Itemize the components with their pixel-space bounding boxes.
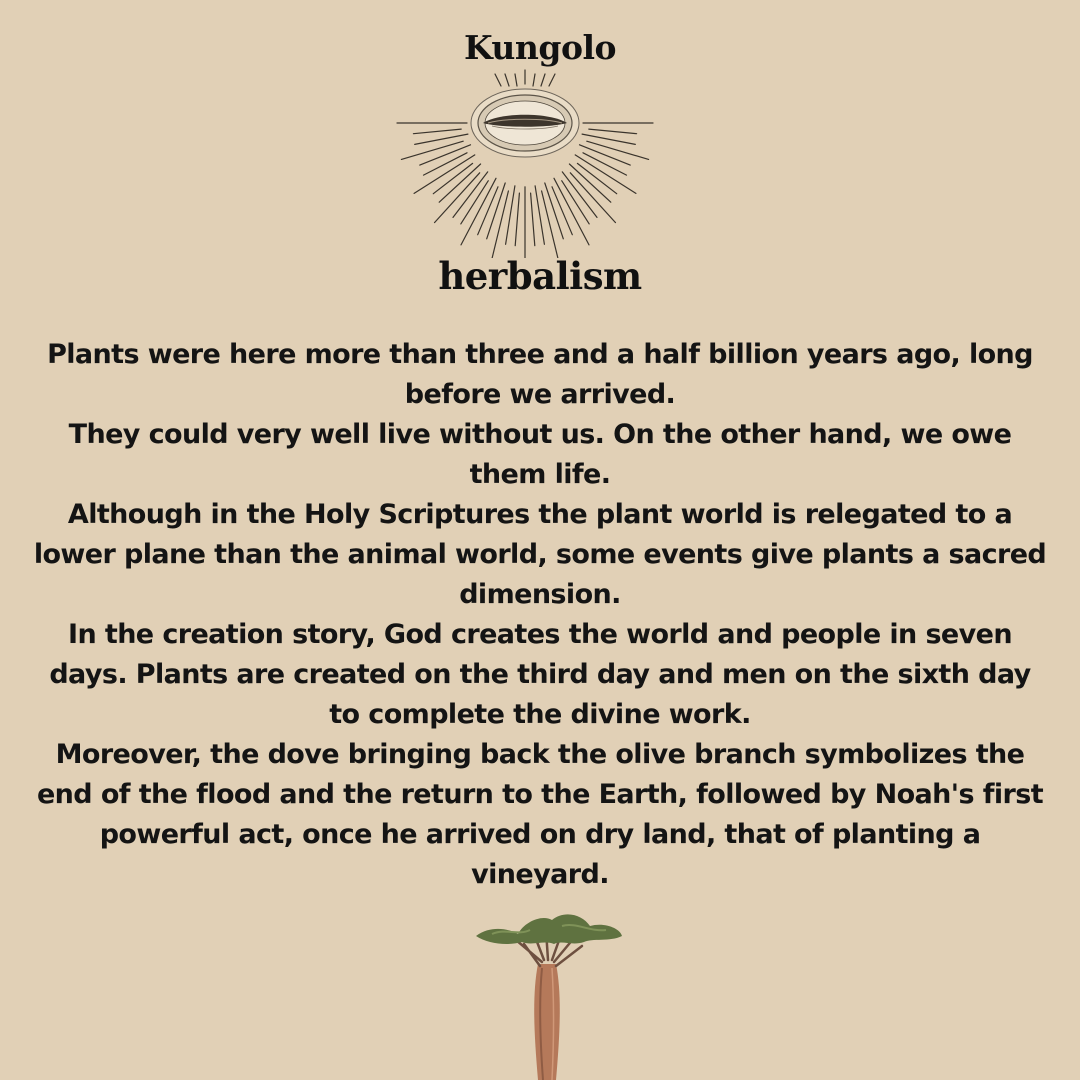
paragraph: Moreover, the dove bringing back the olive branch symbolizes the end of the flood and the return to the Earth, followed by Noah's first powerful act, once he arrived on dry land, that of planting a vineyard. <box>36 739 1044 890</box>
sunburst-seed-icon <box>380 68 670 258</box>
brand-title-top: Kungolo <box>463 28 617 67</box>
paragraph: In the creation story, God creates the world and people in seven days. Plants are created on the third day and men on the sixth day to complete the divine work. <box>49 619 1031 730</box>
brand-title-bottom: herbalism <box>438 254 642 298</box>
paragraph: Plants were here more than three and a half billion years ago, long before we arrived. <box>47 339 1033 410</box>
baobab-tree-icon <box>472 904 624 1080</box>
article-body <box>30 335 1050 895</box>
paragraph: Although in the Holy Scriptures the plant world is relegated to a lower plane than the animal world, some events give plants a sacred dimension. <box>33 499 1047 610</box>
paragraph: They could very well live without us. On the other hand, we owe them life. <box>68 419 1012 490</box>
